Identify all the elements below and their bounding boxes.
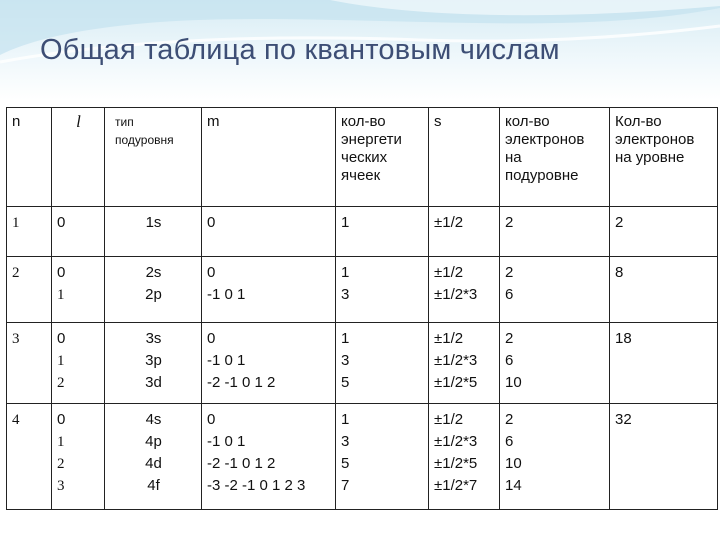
cell-e-level: 2 bbox=[610, 206, 718, 257]
cell-m: 0 bbox=[202, 206, 336, 257]
cell-s: ±1/2 ±1/2*3 bbox=[429, 257, 500, 323]
table-row bbox=[7, 257, 718, 323]
cell-l: 0 bbox=[52, 206, 105, 257]
cell-cells: 1 3 5 bbox=[336, 323, 429, 404]
cell-n: 4 bbox=[7, 403, 52, 509]
header-n: n bbox=[7, 108, 52, 207]
header-electrons-level: Кол-во электронов на уровне bbox=[610, 108, 718, 207]
cell-e-level: 18 bbox=[610, 323, 718, 404]
table-row bbox=[7, 206, 718, 257]
cell-e-sub: 2 bbox=[500, 206, 610, 257]
cell-s: ±1/2 bbox=[429, 206, 500, 257]
cell-e-level: 8 bbox=[610, 257, 718, 323]
cell-e-level: 32 bbox=[610, 403, 718, 509]
cell-e-sub: 2 6 10 14 bbox=[500, 403, 610, 509]
cell-s: ±1/2 ±1/2*3 ±1/2*5 ±1/2*7 bbox=[429, 403, 500, 509]
cell-cells: 1 bbox=[336, 206, 429, 257]
cell-l: 0 1 bbox=[52, 257, 105, 323]
header-s: s bbox=[429, 108, 500, 207]
cell-s: ±1/2 ±1/2*3 ±1/2*5 bbox=[429, 323, 500, 404]
quantum-numbers-table bbox=[6, 107, 718, 510]
table-row bbox=[7, 323, 718, 404]
page-title: Общая таблица по квантовым числам bbox=[40, 34, 560, 66]
header-row bbox=[7, 108, 718, 207]
cell-type: 4s 4p 4d 4f bbox=[105, 403, 202, 509]
header-m: m bbox=[202, 108, 336, 207]
cell-e-sub: 2 6 bbox=[500, 257, 610, 323]
cell-e-sub: 2 6 10 bbox=[500, 323, 610, 404]
cell-n: 2 bbox=[7, 257, 52, 323]
cell-n: 1 bbox=[7, 206, 52, 257]
cell-m: 0 -1 0 1 bbox=[202, 257, 336, 323]
cell-type: 2s 2p bbox=[105, 257, 202, 323]
cell-l: 0 1 2 3 bbox=[52, 403, 105, 509]
cell-cells: 1 3 5 7 bbox=[336, 403, 429, 509]
header-electrons-sublevel: кол-во электронов на подуровне bbox=[500, 108, 610, 207]
cell-type: 3s 3p 3d bbox=[105, 323, 202, 404]
cell-m: 0 -1 0 1 -2 -1 0 1 2 -3 -2 -1 0 1 2 3 bbox=[202, 403, 336, 509]
cell-n: 3 bbox=[7, 323, 52, 404]
cell-l: 0 1 2 bbox=[52, 323, 105, 404]
cell-cells: 1 3 bbox=[336, 257, 429, 323]
header-l: l bbox=[52, 108, 105, 207]
cell-type: 1s bbox=[105, 206, 202, 257]
table-row bbox=[7, 403, 718, 509]
header-cells: кол-во энергети ческих ячеек bbox=[336, 108, 429, 207]
cell-m: 0 -1 0 1 -2 -1 0 1 2 bbox=[202, 323, 336, 404]
header-sublevel-type: тип подуровня bbox=[105, 108, 202, 207]
